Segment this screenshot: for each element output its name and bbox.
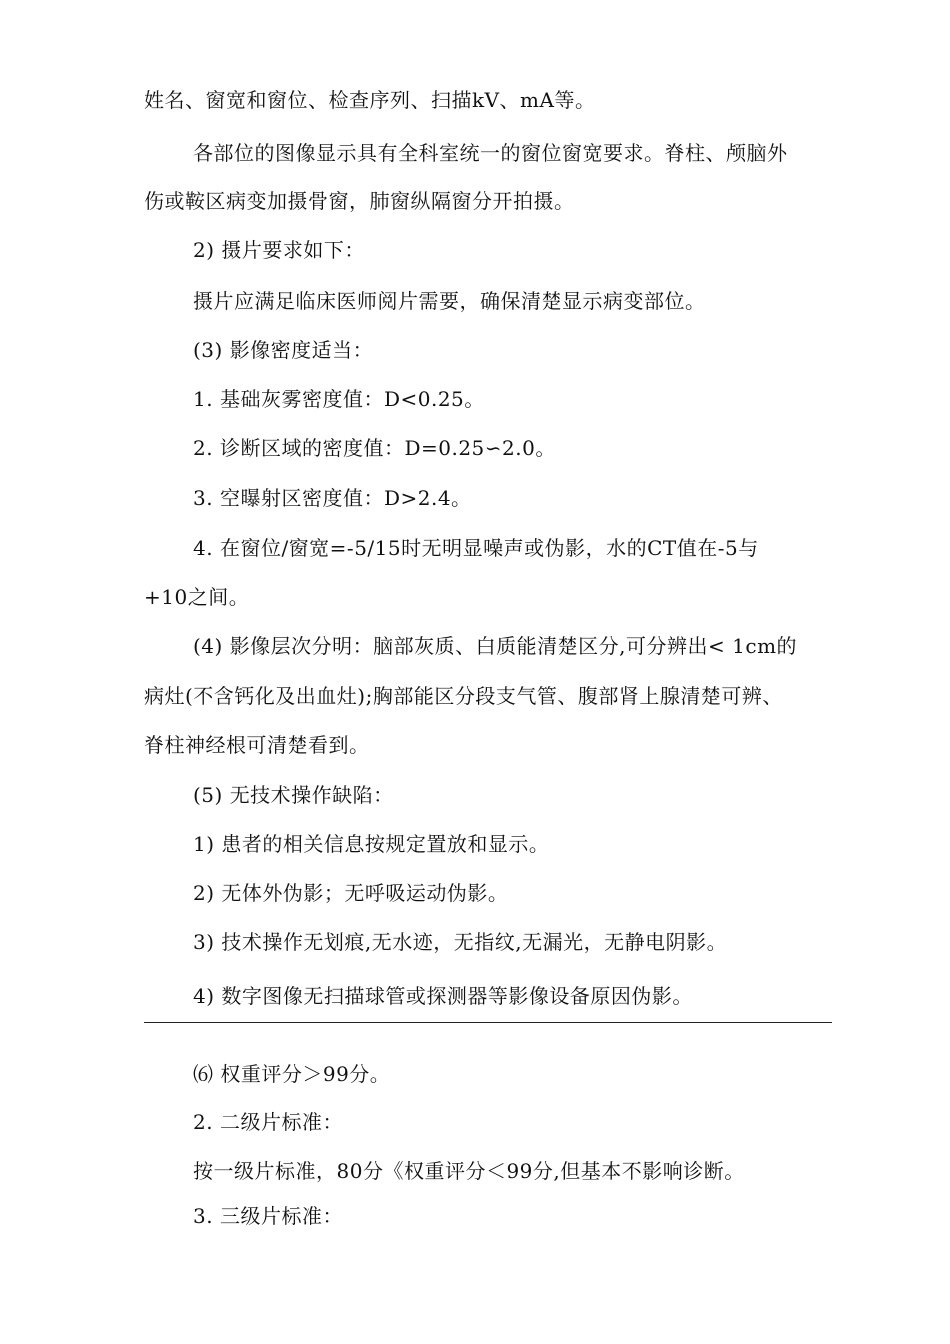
paragraph-line: (3) 影像密度适当： (193, 338, 374, 362)
paragraph-line: 1. 基础灰雾密度值：D<0.25。 (193, 387, 485, 411)
paragraph-line: 1) 患者的相关信息按规定置放和显示。 (193, 832, 550, 856)
paragraph-line: 4. 在窗位/窗宽=-5/15时无明显噪声或伪影，水的CT值在-5与 (193, 536, 759, 560)
paragraph-line: 3. 三级片标准： (193, 1204, 343, 1228)
paragraph-line: 2. 诊断区域的密度值：D=0.25∽2.0。 (193, 436, 556, 460)
paragraph-line: 3) 技术操作无划痕,无水迹，无指纹,无漏光，无静电阴影。 (193, 930, 728, 954)
paragraph-line: 脊柱神经根可清楚看到。 (144, 733, 370, 757)
paragraph-line: (5) 无技术操作缺陷： (193, 783, 394, 807)
paragraph-line: 2. 二级片标准： (193, 1110, 343, 1134)
paragraph-line: 按一级片标准，80分《权重评分＜99分,但基本不影响诊断。 (193, 1159, 745, 1183)
paragraph-line: 3. 空曝射区密度值：D>2.4。 (193, 486, 472, 510)
paragraph-line: ⑹ 权重评分＞99分。 (193, 1062, 391, 1086)
paragraph-line: 伤或鞍区病变加摄骨窗，肺窗纵隔窗分开拍摄。 (144, 189, 575, 213)
paragraph-line: 2) 无体外伪影；无呼吸运动伪影。 (193, 881, 509, 905)
paragraph-line: 摄片应满足临床医师阅片需要，确保清楚显示病变部位。 (193, 289, 706, 313)
paragraph-line: 病灶(不含钙化及出血灶);胸部能区分段支气管、腹部肾上腺清楚可辨、 (144, 684, 783, 708)
paragraph-line: (4) 影像层次分明：脑部灰质、白质能清楚区分,可分辨出< 1cm的 (193, 634, 798, 658)
paragraph-line: +10之间。 (144, 585, 250, 609)
paragraph-line: 各部位的图像显示具有全科室统一的窗位窗宽要求。脊柱、颅脑外 (193, 141, 788, 165)
horizontal-divider (144, 1022, 832, 1023)
paragraph-line: 4) 数字图像无扫描球管或探测器等影像设备原因伪影。 (193, 984, 693, 1008)
paragraph-line: 2) 摄片要求如下： (193, 238, 365, 262)
paragraph-line: 姓名、窗宽和窗位、检查序列、扫描kV、mA等。 (144, 88, 596, 112)
